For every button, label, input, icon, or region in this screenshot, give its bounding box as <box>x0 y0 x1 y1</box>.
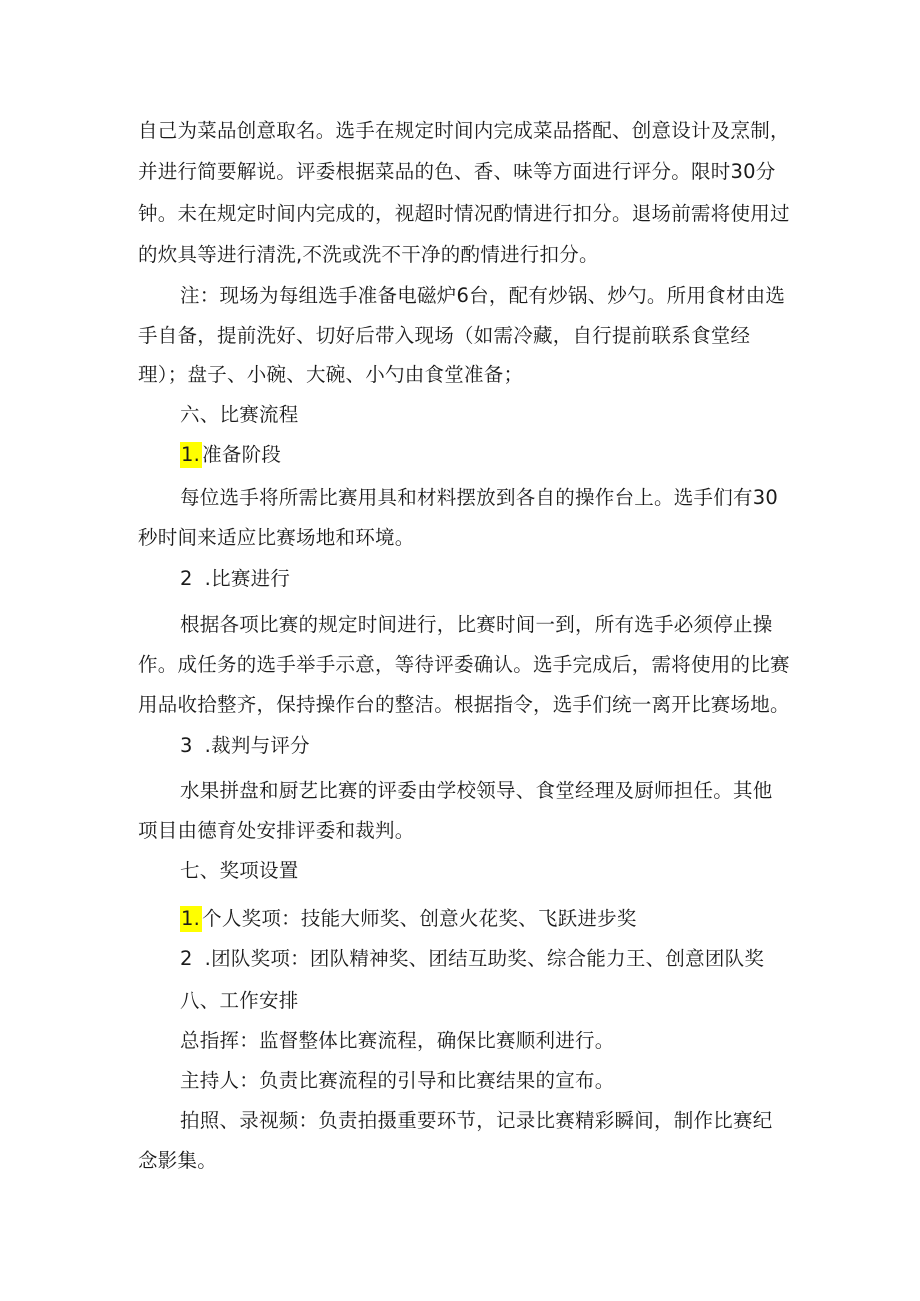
section-heading: 七、奖项设置 <box>180 859 299 882</box>
body-text-line: 秒时间来适应比赛场地和环境。 <box>138 526 415 549</box>
section-heading: 八、工作安排 <box>180 989 299 1012</box>
award-number: 2 <box>180 947 193 970</box>
role-line: 总指挥：监督整体比赛流程，确保比赛顺利进行。 <box>180 1029 615 1052</box>
body-text-line: 项目由德育处安排评委和裁判。 <box>138 819 415 842</box>
role-line: 念影集。 <box>138 1149 218 1172</box>
award-line <box>180 906 637 932</box>
body-text-line: 自己为菜品创意取名。选手在规定时间内完成菜品搭配、创意设计及烹制， <box>138 119 790 142</box>
note-text-line: 理）；盘子、小碗、大碗、小勺由食堂准备； <box>138 363 524 386</box>
highlighted-number: 1. <box>181 443 201 466</box>
body-text-line: 并进行简要解说。评委根据菜品的色、香、味等方面进行评分。限时30分 <box>138 160 776 183</box>
sub-heading <box>180 733 310 759</box>
sub-heading-text: 准备阶段 <box>202 443 282 466</box>
body-text-line: 每位选手将所需比赛用具和材料摆放到各自的操作台上。选手们有30 <box>180 486 779 509</box>
sub-heading-number: 3 <box>180 734 193 757</box>
note-text-line: 注：现场为每组选手准备电磁炉6台，配有炒锅、炒勺。所用食材由选 <box>180 284 786 307</box>
body-text-line: 钟。未在规定时间内完成的，视超时情况酌情进行扣分。退场前需将使用过 <box>138 202 790 225</box>
body-text-line: 的炊具等进行清洗,不洗或洗不干净的酌情进行扣分。 <box>138 243 599 266</box>
sub-heading-text: .裁判与评分 <box>204 734 310 757</box>
role-line: 主持人：负责比赛流程的引导和比赛结果的宣布。 <box>180 1069 615 1092</box>
section-heading: 六、比赛流程 <box>180 403 299 426</box>
body-text-line: 用品收拾整齐，保持操作台的整洁。根据指令，选手们统一离开比赛场地。 <box>138 693 790 716</box>
role-line: 拍照、录视频：负责拍摄重要环节，记录比赛精彩瞬间，制作比赛纪 <box>180 1109 773 1132</box>
note-text-line: 手自备，提前洗好、切好后带入现场（如需冷藏，自行提前联系食堂经 <box>138 324 751 347</box>
sub-heading <box>180 442 281 468</box>
sub-heading-text: .比赛进行 <box>204 567 291 590</box>
body-text-line: 作。成任务的选手举手示意，等待评委确认。选手完成后，需将使用的比赛 <box>138 653 790 676</box>
body-text-line: 根据各项比赛的规定时间进行，比赛时间一到，所有选手必须停止操 <box>180 613 773 636</box>
sub-heading-number: 2 <box>180 567 193 590</box>
award-line <box>180 946 764 972</box>
award-text: .团队奖项：团队精神奖、团结互助奖、综合能力王、创意团队奖 <box>204 947 765 970</box>
sub-heading <box>180 566 290 592</box>
body-text-line: 水果拼盘和厨艺比赛的评委由学校领导、食堂经理及厨师担任。其他 <box>180 779 773 802</box>
highlighted-number: 1. <box>181 907 201 930</box>
award-text: 个人奖项：技能大师奖、创意火花奖、飞跃进步奖 <box>202 907 637 930</box>
